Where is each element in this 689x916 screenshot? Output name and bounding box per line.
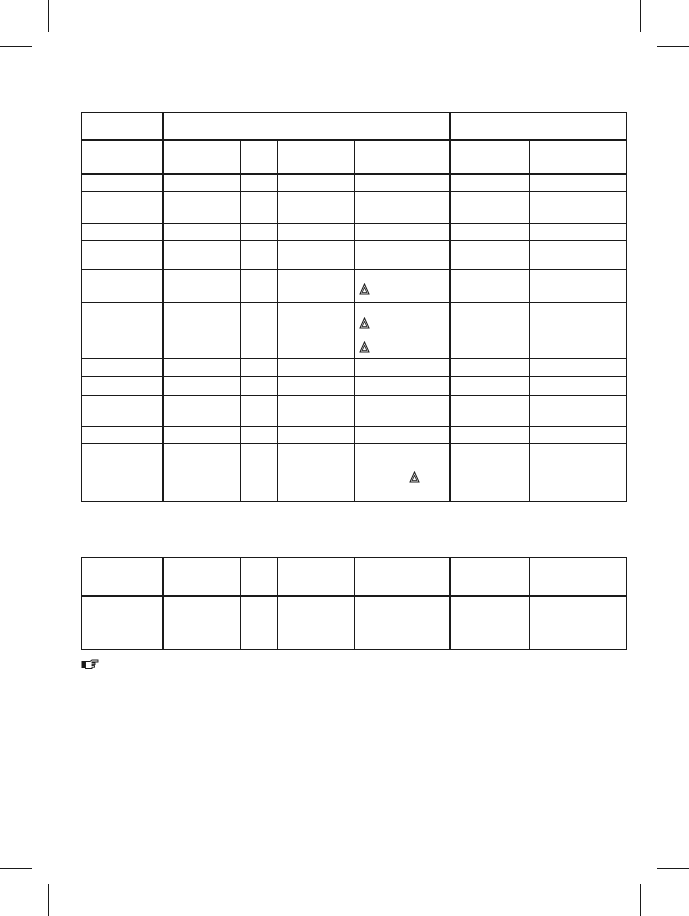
crop-mark-top-right-v: [640, 0, 641, 32]
header-cell: [82, 113, 163, 140]
table-cell: [82, 224, 163, 241]
table-row: [82, 303, 627, 359]
table-cell: [241, 241, 278, 270]
header-group-cell: [450, 113, 627, 140]
table-cell: [278, 444, 355, 502]
pointing-hand-icon: [81, 657, 99, 668]
header-cell: [163, 140, 241, 174]
table-cell: [241, 444, 278, 502]
table-cell: [241, 396, 278, 427]
recycle-triangle-icon: [409, 471, 420, 484]
table-cell: [241, 303, 278, 359]
table-cell: [530, 241, 627, 270]
table-cell: [163, 303, 241, 359]
header-cell: [355, 140, 450, 174]
table-cell: [82, 596, 163, 650]
table-cell: [82, 174, 163, 192]
table-header-row: [82, 140, 627, 174]
table-cell: [241, 377, 278, 396]
table-cell: [163, 174, 241, 192]
table-cell: [241, 270, 278, 303]
table-cell: [450, 444, 530, 502]
table-cell: [530, 427, 627, 444]
table-cell: [530, 303, 627, 359]
table-cell: [530, 444, 627, 502]
table-cell: [355, 174, 450, 192]
header-cell: [450, 140, 530, 174]
table-cell: [278, 359, 355, 377]
table-cell: [163, 377, 241, 396]
table-cell: [450, 377, 530, 396]
table-cell: [530, 359, 627, 377]
table-cell: [241, 359, 278, 377]
crop-mark-bottom-left-h: [0, 868, 32, 869]
main-table: [81, 112, 627, 502]
table-cell: [278, 224, 355, 241]
header-cell: [355, 558, 450, 596]
table-cell: [163, 396, 241, 427]
table-cell: [163, 224, 241, 241]
table-row: [82, 444, 627, 502]
table-cell: [241, 596, 278, 650]
table-cell: [355, 241, 450, 270]
table-row: [82, 241, 627, 270]
table-cell: [355, 396, 450, 427]
table-cell: [450, 396, 530, 427]
table-cell: [355, 270, 450, 303]
header-cell: [82, 558, 163, 596]
table-cell: [530, 174, 627, 192]
table-cell: [278, 427, 355, 444]
table-cell: [355, 303, 450, 359]
table-cell: [163, 241, 241, 270]
table-cell: [450, 241, 530, 270]
table-cell: [530, 396, 627, 427]
table-cell: [163, 359, 241, 377]
table-cell: [355, 444, 450, 502]
table-cell: [355, 224, 450, 241]
table-cell: [82, 396, 163, 427]
crop-mark-bottom-right-v: [640, 884, 641, 916]
table-cell: [241, 427, 278, 444]
table-cell: [163, 270, 241, 303]
table-cell: [82, 444, 163, 502]
table-cell: [82, 303, 163, 359]
table-header-group-row: [82, 113, 627, 140]
table-row: [82, 224, 627, 241]
table-cell: [278, 377, 355, 396]
header-group-cell: [163, 113, 450, 140]
table-cell: [278, 303, 355, 359]
table-cell: [241, 192, 278, 224]
table-cell: [530, 377, 627, 396]
table-row: [82, 427, 627, 444]
table-cell: [241, 224, 278, 241]
table-row: [82, 396, 627, 427]
table-cell: [450, 303, 530, 359]
table-cell: [450, 359, 530, 377]
recycle-triangle-icon: [359, 283, 370, 296]
table-cell: [355, 427, 450, 444]
header-cell: [241, 140, 278, 174]
table-cell: [530, 270, 627, 303]
table-cell: [82, 270, 163, 303]
table-cell: [278, 241, 355, 270]
table-cell: [278, 174, 355, 192]
table-cell: [355, 596, 450, 650]
table-cell: [355, 359, 450, 377]
table-row: [82, 174, 627, 192]
table-cell: [450, 174, 530, 192]
table-row: [82, 270, 627, 303]
table-cell: [278, 192, 355, 224]
crop-mark-top-right-h: [657, 46, 689, 47]
table-cell: [450, 427, 530, 444]
crop-mark-top-left-h: [0, 46, 32, 47]
table-cell: [530, 224, 627, 241]
secondary-table: [81, 557, 627, 650]
table-row: [82, 359, 627, 377]
table-row: [82, 596, 627, 650]
table-cell: [278, 396, 355, 427]
header-cell: [450, 558, 530, 596]
table-header-row: [82, 558, 627, 596]
recycle-triangle-icon: [359, 341, 370, 354]
table-cell: [450, 270, 530, 303]
header-cell: [82, 140, 163, 174]
table-cell: [163, 192, 241, 224]
table-cell: [530, 192, 627, 224]
table-cell: [241, 174, 278, 192]
table-cell: [278, 596, 355, 650]
header-cell: [530, 558, 627, 596]
table-cell: [163, 427, 241, 444]
table-row: [82, 192, 627, 224]
table-cell: [82, 427, 163, 444]
table-row: [82, 377, 627, 396]
header-cell: [163, 558, 241, 596]
table-cell: [82, 377, 163, 396]
table-cell: [450, 596, 530, 650]
header-cell: [530, 140, 627, 174]
table-cell: [82, 192, 163, 224]
crop-mark-top-left-v: [48, 0, 49, 32]
table-cell: [530, 596, 627, 650]
recycle-triangle-icon: [359, 317, 370, 330]
header-cell: [241, 558, 278, 596]
table-cell: [163, 596, 241, 650]
table-cell: [450, 224, 530, 241]
header-cell: [278, 140, 355, 174]
table-cell: [278, 270, 355, 303]
table-cell: [355, 192, 450, 224]
table-cell: [82, 359, 163, 377]
header-cell: [278, 558, 355, 596]
table-cell: [355, 377, 450, 396]
table-cell: [82, 241, 163, 270]
table-cell: [163, 444, 241, 502]
table-cell: [450, 192, 530, 224]
crop-mark-bottom-left-v: [48, 884, 49, 916]
crop-mark-bottom-right-h: [657, 868, 689, 869]
